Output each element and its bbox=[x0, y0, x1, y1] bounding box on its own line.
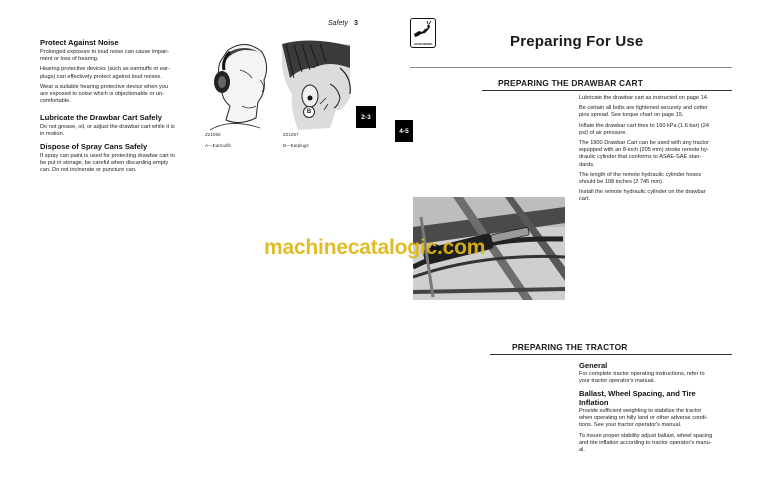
text-line: ment or loss of hearing. bbox=[40, 56, 99, 63]
text-line: al. bbox=[579, 447, 585, 454]
callout-letter: B bbox=[306, 109, 312, 115]
section-tab-2-3: 2-3 bbox=[356, 106, 376, 128]
earplugs-illustration bbox=[280, 38, 358, 134]
noise-text bbox=[40, 49, 200, 105]
figure-code: Z21058 bbox=[205, 132, 221, 137]
text-line: tions. See your tractor operator's manual. bbox=[579, 422, 682, 429]
text-line: Provide sufficient weighting to stabilize the tractor bbox=[579, 408, 702, 414]
ballast-title-line: Ballast, Wheel Spacing, and Tire bbox=[579, 389, 696, 398]
section-title-spray-cans: Dispose of Spray Cans Safely bbox=[40, 142, 148, 151]
text-line: pins spread. See torque chart on page 15. bbox=[579, 112, 684, 119]
text-line: your tractor operator's manual. bbox=[579, 378, 655, 385]
john-deere-logo bbox=[410, 18, 436, 48]
figure-caption-earplugs: B—Earplugs bbox=[283, 143, 309, 148]
section-title-noise: Protect Against Noise bbox=[40, 38, 119, 47]
tractor-section-heading: PREPARING THE TRACTOR bbox=[512, 342, 628, 352]
ballast-text bbox=[579, 408, 739, 454]
text-line: Hearing protective devices (such as earmuffs or ear- bbox=[40, 66, 170, 73]
text-line: The length of the remote hydraulic cylinder hoses bbox=[579, 171, 702, 178]
earmuffs-illustration bbox=[200, 40, 278, 132]
section-rule bbox=[490, 354, 732, 355]
text-line: draulic cylinder that conforms to ASAE-SAE stan- bbox=[579, 154, 702, 161]
text-line: can. Do not incinerate or puncture can. bbox=[40, 167, 137, 174]
general-text bbox=[579, 371, 739, 385]
text-line: when operating on hilly land or other adverse condi- bbox=[579, 415, 708, 422]
section-rule bbox=[482, 90, 732, 91]
text-line: Prolonged exposure to loud noise can cause impair- bbox=[40, 49, 170, 55]
text-line: Inflate the drawbar cart tires to 160 kPa (1.6 bar) (24 bbox=[579, 122, 709, 129]
section-title-lubricate: Lubricate the Drawbar Cart Safely bbox=[40, 113, 162, 122]
lubricate-text bbox=[40, 124, 200, 138]
figure-caption-earmuffs: A—Earmuffs bbox=[205, 143, 231, 148]
logo-text: JOHN DEERE bbox=[413, 42, 433, 46]
text-line: cart. bbox=[579, 196, 590, 203]
text-line: should be 108 inches (2 745 mm). bbox=[579, 179, 664, 186]
text-line: Be certain all bolts are tightened securely and cotter bbox=[579, 105, 708, 112]
text-line: To insure proper stability adjust ballast, wheel spacing bbox=[579, 432, 713, 439]
figure-code: Z21057 bbox=[283, 132, 299, 137]
text-line: and tire inflation according to tractor operator's manu- bbox=[579, 439, 712, 446]
ballast-title bbox=[579, 389, 696, 407]
ballast-title-line: Inflation bbox=[579, 398, 609, 407]
callout-circle bbox=[303, 106, 315, 118]
drawbar-text bbox=[579, 95, 739, 204]
text-line: If spray can paint is used for protecting drawbar cart to bbox=[40, 153, 175, 159]
text-line: psi) of air pressure. bbox=[579, 129, 627, 136]
page-number: 3 bbox=[354, 20, 358, 27]
text-line: be put in storage, be careful when discarding empty bbox=[40, 160, 169, 167]
text-line: Wear a suitable hearing protective device when you bbox=[40, 83, 169, 90]
text-line: dards. bbox=[579, 161, 595, 168]
text-line: plugs) can effectively protect against loud noises. bbox=[40, 73, 162, 80]
chapter-title: Preparing For Use bbox=[510, 33, 644, 50]
text-line: are exposed to noise which is objectionable or un- bbox=[40, 91, 165, 98]
title-rule bbox=[410, 67, 732, 68]
text-line: comfortable. bbox=[40, 98, 71, 105]
deer-icon bbox=[411, 20, 433, 40]
text-line: equipped with an 8-inch (205 mm) stroke remote hy- bbox=[579, 147, 709, 154]
text-line: in motion. bbox=[40, 131, 65, 138]
spray-cans-text bbox=[40, 153, 200, 175]
running-header-label: Safety bbox=[328, 20, 348, 27]
general-title: General bbox=[579, 361, 608, 370]
text-line: Install the remote hydraulic cylinder on the drawbar bbox=[579, 189, 706, 196]
watermark: machinecatalogic.com bbox=[264, 236, 486, 259]
text-line: Lubricate the drawbar cart as instructed on page 14. bbox=[579, 95, 709, 101]
text-line: The 1900 Drawbar Cart can be used with any tractor bbox=[579, 140, 709, 147]
drawbar-section-heading: PREPARING THE DRAWBAR CART bbox=[498, 78, 644, 88]
text-line: Do not grease, oil, or adjust the drawbar cart while it is bbox=[40, 124, 175, 130]
text-line: For complete tractor operating instructions, refer to bbox=[579, 371, 705, 377]
section-tab-4-5: 4-5 bbox=[395, 120, 413, 142]
